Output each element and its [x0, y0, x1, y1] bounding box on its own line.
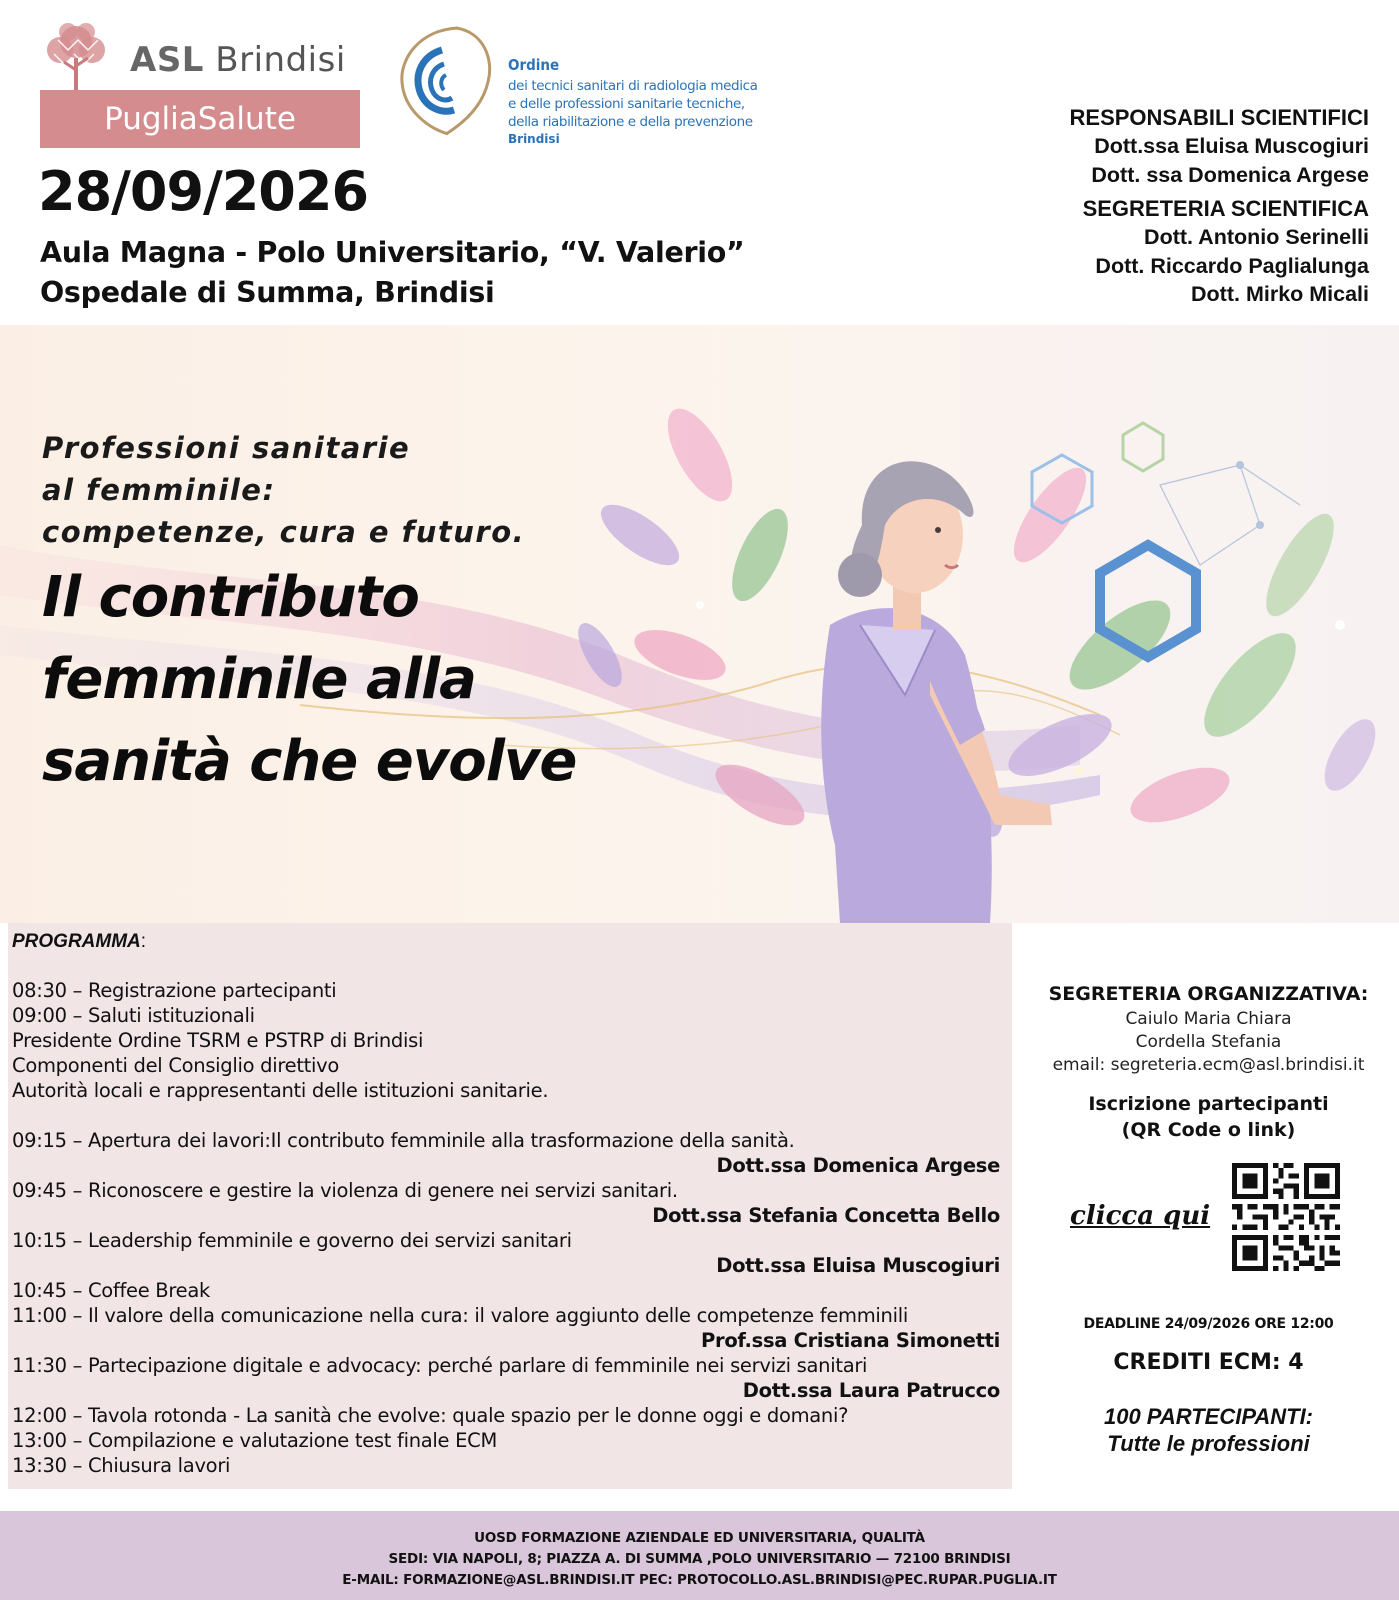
- hero-subtitle-line: competenze, cura e futuro.: [42, 515, 526, 549]
- event-venue-line: Ospedale di Summa, Brindisi: [40, 276, 495, 309]
- puglia-salute-banner: [40, 90, 360, 148]
- program-speaker: Dott.ssa Stefania Concetta Bello: [652, 1204, 1000, 1227]
- iscrizione-heading: Iscrizione partecipanti: [1088, 1093, 1329, 1115]
- partecipanti-count: 100 PARTECIPANTI:: [1103, 1404, 1314, 1429]
- footer-line: UOSD FORMAZIONE AZIENDALE ED UNIVERSITARIA, QUALITÀ: [474, 1530, 925, 1546]
- responsabile-name: Dott. ssa Domenica Argese: [1091, 162, 1369, 187]
- ordine-city: Brindisi: [508, 132, 560, 146]
- program-item: 13:00 – Compilazione e valutazione test finale ECM: [12, 1429, 497, 1452]
- segreteria-organizzativa-name: Cordella Stefania: [1135, 1032, 1282, 1052]
- segreteria-name: Dott. Mirko Micali: [1191, 282, 1369, 306]
- header: [0, 0, 1399, 325]
- program-item: Presidente Ordine TSRM e PSTRP di Brindisi: [12, 1029, 424, 1052]
- segreteria-organizzativa-name: Caiulo Maria Chiara: [1125, 1009, 1292, 1029]
- program-item: 13:30 – Chiusura lavori: [12, 1454, 231, 1477]
- hero-banner: [0, 325, 1399, 923]
- registration-link[interactable]: clicca qui: [1070, 1201, 1211, 1231]
- program-speaker: Dott.ssa Domenica Argese: [716, 1154, 1000, 1177]
- partecipanti-professioni: Tutte le professioni: [1107, 1431, 1310, 1456]
- program-item: 09:00 – Saluti istituzionali: [12, 1004, 255, 1027]
- asl-brindisi-logo: [38, 18, 360, 148]
- puglia-salute-text: PugliaSalute: [104, 101, 296, 137]
- crediti-ecm: CREDITI ECM: 4: [1113, 1350, 1304, 1375]
- hero-subtitle-line: Professioni sanitarie: [42, 431, 411, 465]
- nurse-illustration: [821, 461, 1052, 923]
- ordine-title: Ordine: [508, 56, 560, 74]
- program-item: 11:00 – Il valore della comunicazione nella cura: il valore aggiunto delle competenze femminili: [12, 1304, 908, 1327]
- ordine-tsrm-logo: [398, 20, 758, 145]
- qr-code-icon[interactable]: [1232, 1163, 1340, 1271]
- program-speaker: Dott.ssa Laura Patrucco: [742, 1379, 1000, 1402]
- program-item: 12:00 – Tavola rotonda - La sanità che evolve: quale spazio per le donne oggi e domani?: [12, 1404, 849, 1427]
- responsabili-heading: RESPONSABILI SCIENTIFICI: [1069, 105, 1369, 130]
- program-item: 09:45 – Riconoscere e gestire la violenza di genere nei servizi sanitari.: [12, 1179, 678, 1202]
- hero-title-line: Il contributo: [42, 565, 419, 630]
- ordine-line: e delle professioni sanitarie tecniche,: [508, 96, 745, 112]
- program-item: 10:45 – Coffee Break: [12, 1279, 211, 1302]
- tree-icon: [38, 20, 114, 92]
- segreteria-email: email: segreteria.ecm@asl.brindisi.it: [1052, 1055, 1365, 1075]
- asl-name: ASL Brindisi: [130, 40, 346, 80]
- program-item: 09:15 – Apertura dei lavori:Il contributo femminile alla trasformazione della sanità.: [12, 1129, 795, 1152]
- scientific-committee: [1070, 104, 1369, 309]
- program-heading: PROGRAMMA:: [12, 931, 147, 952]
- program-item: Componenti del Consiglio direttivo: [12, 1054, 340, 1077]
- hero-title-line: femminile alla: [42, 647, 476, 712]
- deadline: DEADLINE 24/09/2026 ORE 12:00: [1083, 1316, 1334, 1332]
- program-item: Autorità locali e rappresentanti delle istituzioni sanitarie.: [12, 1079, 549, 1102]
- responsabile-name: Dott.ssa Eluisa Muscogiuri: [1094, 134, 1369, 158]
- program-panel: [8, 923, 1012, 1489]
- program-speaker: Dott.ssa Eluisa Muscogiuri: [716, 1254, 1000, 1277]
- segreteria-organizzativa-heading: SEGRETERIA ORGANIZZATIVA:: [1048, 983, 1369, 1005]
- program-speaker: Prof.ssa Cristiana Simonetti: [701, 1329, 1000, 1352]
- ordine-arcs-icon: [398, 20, 496, 140]
- program-item: 08:30 – Registrazione partecipanti: [12, 979, 337, 1002]
- ordine-line: della riabilitazione e della prevenzione: [508, 114, 753, 130]
- iscrizione-subheading: (QR Code o link): [1121, 1119, 1296, 1141]
- info-panel: [1018, 923, 1399, 1489]
- ordine-line: dei tecnici sanitari di radiologia medica: [508, 78, 758, 94]
- segreteria-scientifica-heading: SEGRETERIA SCIENTIFICA: [1082, 196, 1369, 221]
- hero-title-line: sanità che evolve: [42, 729, 577, 794]
- event-venue-line: Aula Magna - Polo Universitario, “V. Valerio”: [40, 236, 745, 269]
- event-date: 28/09/2026: [38, 160, 369, 223]
- segreteria-name: Dott. Riccardo Paglialunga: [1095, 253, 1369, 278]
- hero-subtitle-line: al femminile:: [42, 473, 276, 507]
- footer-line: E-MAIL: FORMAZIONE@ASL.BRINDISI.IT PEC: PROTOCOLLO.ASL.BRINDISI@PEC.RUPAR.PUGLIA.IT: [342, 1572, 1057, 1588]
- footer-line: SEDI: VIA NAPOLI, 8; PIAZZA A. DI SUMMA ,POLO UNIVERSITARIO — 72100 BRINDISI: [388, 1551, 1011, 1567]
- footer: [0, 1511, 1399, 1600]
- program-item: 11:30 – Partecipazione digitale e advocacy: perché parlare di femminile nei servizi sanitari: [12, 1354, 868, 1377]
- segreteria-name: Dott. Antonio Serinelli: [1144, 225, 1369, 249]
- program-item: 10:15 – Leadership femminile e governo dei servizi sanitari: [12, 1229, 572, 1252]
